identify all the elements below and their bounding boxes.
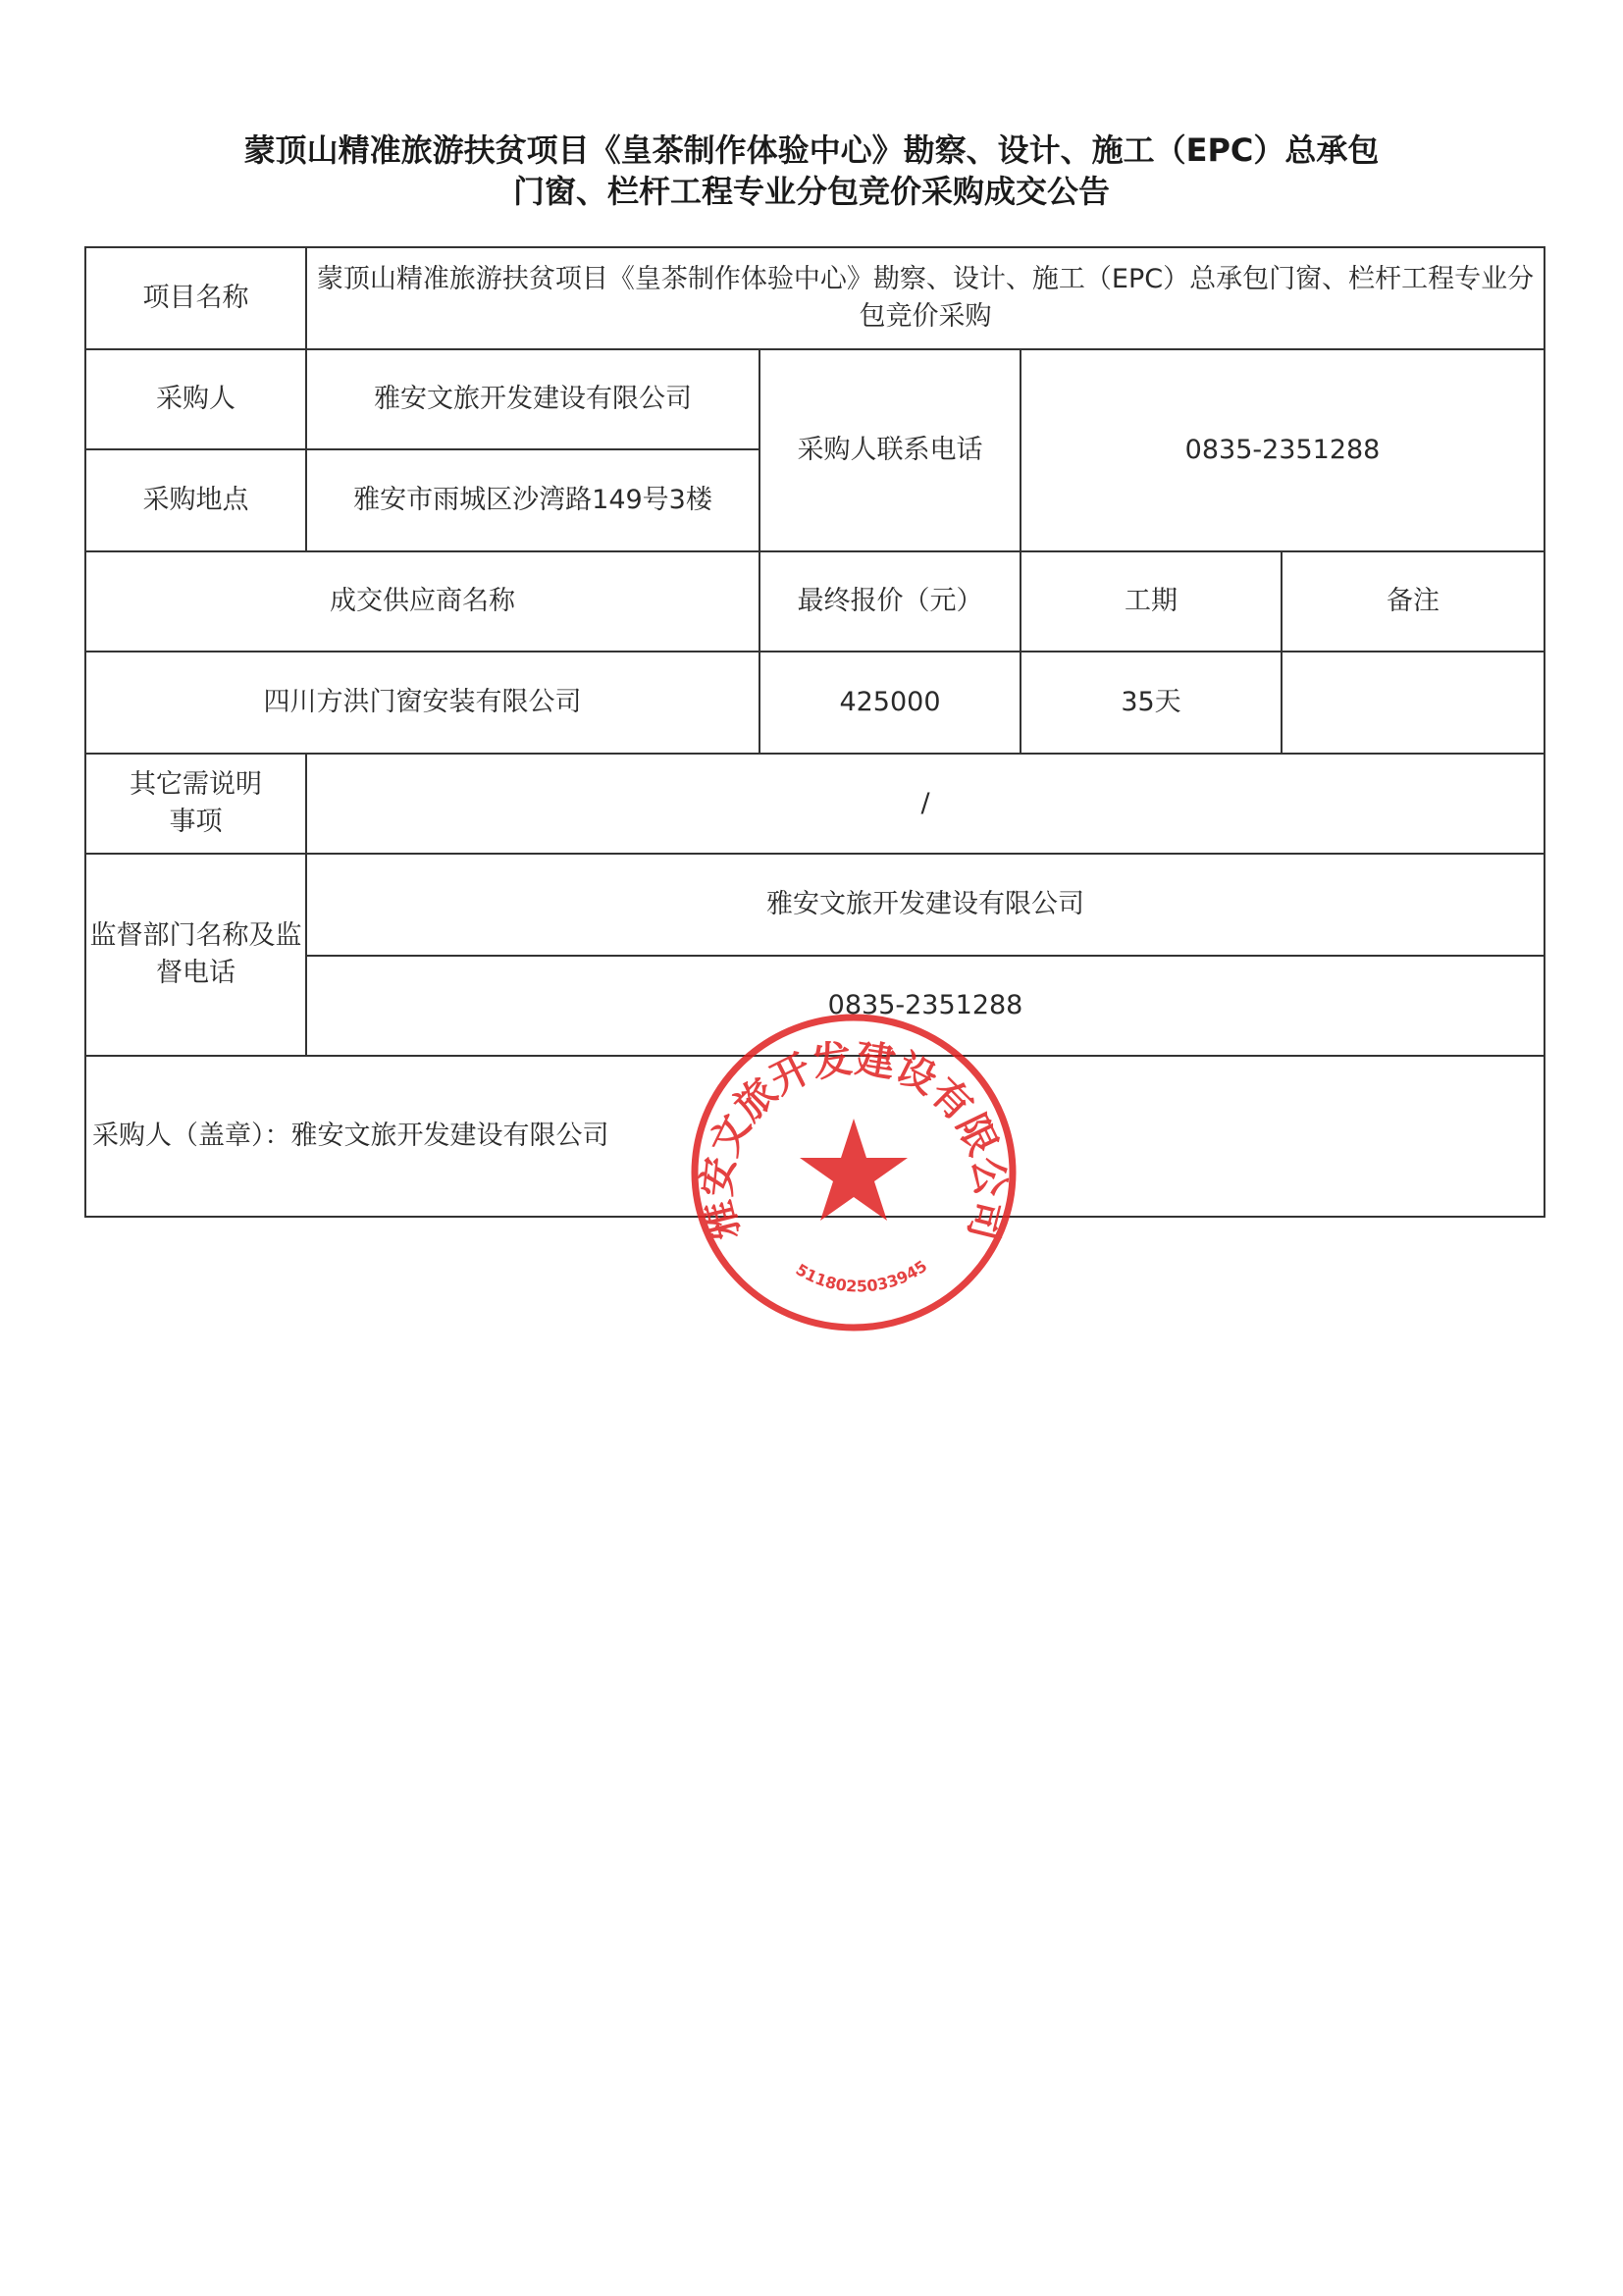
signature-row (85, 1056, 1544, 1217)
contact-value: 0835-2351288 (1021, 349, 1544, 551)
price-header: 最终报价（元） (759, 551, 1021, 652)
supervisor-label: 监督部门名称及监督电话 (85, 854, 306, 1056)
project-name-value: 蒙顶山精准旅游扶贫项目《皇茶制作体验中心》勘察、设计、施工（EPC）总承包门窗、栏杆工程专业分包竞价采购 (306, 247, 1544, 349)
contact-label: 采购人联系电话 (759, 349, 1021, 551)
project-name-label: 项目名称 (85, 247, 306, 349)
location-label: 采购地点 (85, 449, 306, 551)
location-value: 雅安市雨城区沙湾路149号3楼 (306, 449, 759, 551)
purchaser-value: 雅安文旅开发建设有限公司 (306, 349, 759, 449)
svg-text:5118025033945: 5118025033945 (792, 1256, 931, 1296)
remark-value (1282, 652, 1544, 754)
title-line-2: 门窗、栏杆工程专业分包竞价采购成交公告 (512, 173, 1110, 210)
purchaser-label: 采购人 (85, 349, 306, 449)
title-line-1: 蒙顶山精准旅游扶贫项目《皇茶制作体验中心》勘察、设计、施工（EPC）总承包 (243, 131, 1380, 169)
period-value: 35天 (1021, 652, 1282, 754)
sign-value: 雅安文旅开发建设有限公司 (290, 1121, 609, 1151)
sign-label: 采购人（盖章）： (92, 1121, 291, 1151)
svg-text:雅安文旅开发建设有限公司: 雅安文旅开发建设有限公司 (693, 1034, 1015, 1245)
remark-header: 备注 (1282, 551, 1544, 652)
other-value: / (306, 754, 1544, 854)
announcement-table (84, 246, 1545, 1218)
period-header: 工期 (1021, 551, 1282, 652)
supplier-header: 成交供应商名称 (85, 551, 759, 652)
other-label: 其它需说明事项 (85, 754, 306, 854)
price-value: 425000 (759, 652, 1021, 754)
supervisor-phone: 0835-2351288 (306, 956, 1544, 1056)
supplier-value: 四川方洪门窗安装有限公司 (85, 652, 759, 754)
supervisor-name: 雅安文旅开发建设有限公司 (306, 854, 1544, 956)
